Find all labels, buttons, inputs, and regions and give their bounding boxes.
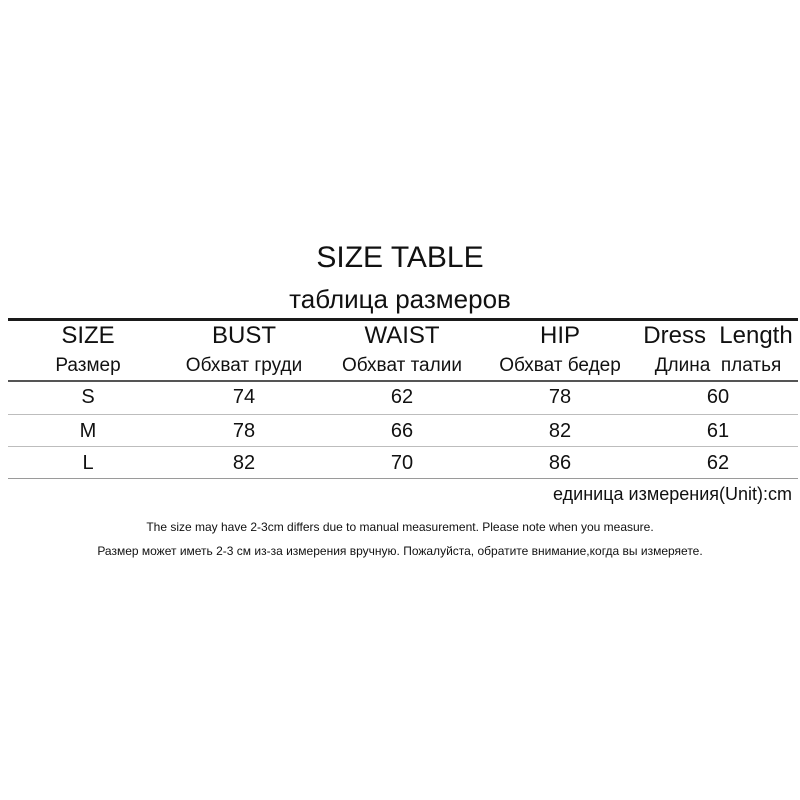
header-hip-en: HIP xyxy=(539,322,580,349)
row-divider xyxy=(8,414,798,415)
cell-dress-length: 60 xyxy=(706,386,730,408)
header-dress-length-ru: Длина платья xyxy=(654,355,782,376)
cell-hip: 82 xyxy=(548,420,572,442)
cell-dress-length: 62 xyxy=(706,452,730,474)
cell-size: M xyxy=(79,420,97,442)
size-table-title: SIZE TABLE xyxy=(316,241,484,274)
table-bottom-rule xyxy=(8,478,798,479)
top-rule xyxy=(8,318,798,321)
cell-waist: 62 xyxy=(390,386,414,408)
cell-bust: 74 xyxy=(232,386,256,408)
header-bottom-rule xyxy=(8,380,798,382)
header-bust-en: BUST xyxy=(211,322,276,349)
header-waist-ru: Обхват талии xyxy=(342,355,462,376)
measurement-note-russian: Размер может иметь 2-3 см из-за измерения вручную. Пожалуйста, обратите внимание,когда вы измеряете. xyxy=(97,544,703,558)
cell-dress-length: 61 xyxy=(706,420,730,442)
header-size-en: SIZE xyxy=(61,322,115,349)
row-divider xyxy=(8,446,798,447)
cell-waist: 70 xyxy=(390,452,414,474)
cell-bust: 78 xyxy=(232,420,256,442)
cell-bust: 82 xyxy=(232,452,256,474)
header-waist-en: WAIST xyxy=(364,322,440,349)
cell-hip: 78 xyxy=(548,386,572,408)
cell-waist: 66 xyxy=(390,420,414,442)
measurement-note-english: The size may have 2-3cm differs due to manual measurement. Please note when you measure. xyxy=(146,520,654,534)
header-dress-length-en: Dress Length xyxy=(643,322,793,349)
unit-note: единица измерения(Unit):cm xyxy=(553,484,792,504)
cell-size: L xyxy=(82,452,94,474)
header-hip-ru: Обхват бедер xyxy=(499,355,621,376)
cell-size: S xyxy=(81,386,95,408)
header-bust-ru: Обхват груди xyxy=(185,355,303,376)
header-size-ru: Размер xyxy=(55,355,121,376)
size-table-subtitle: таблица размеров xyxy=(289,284,511,314)
cell-hip: 86 xyxy=(548,452,572,474)
